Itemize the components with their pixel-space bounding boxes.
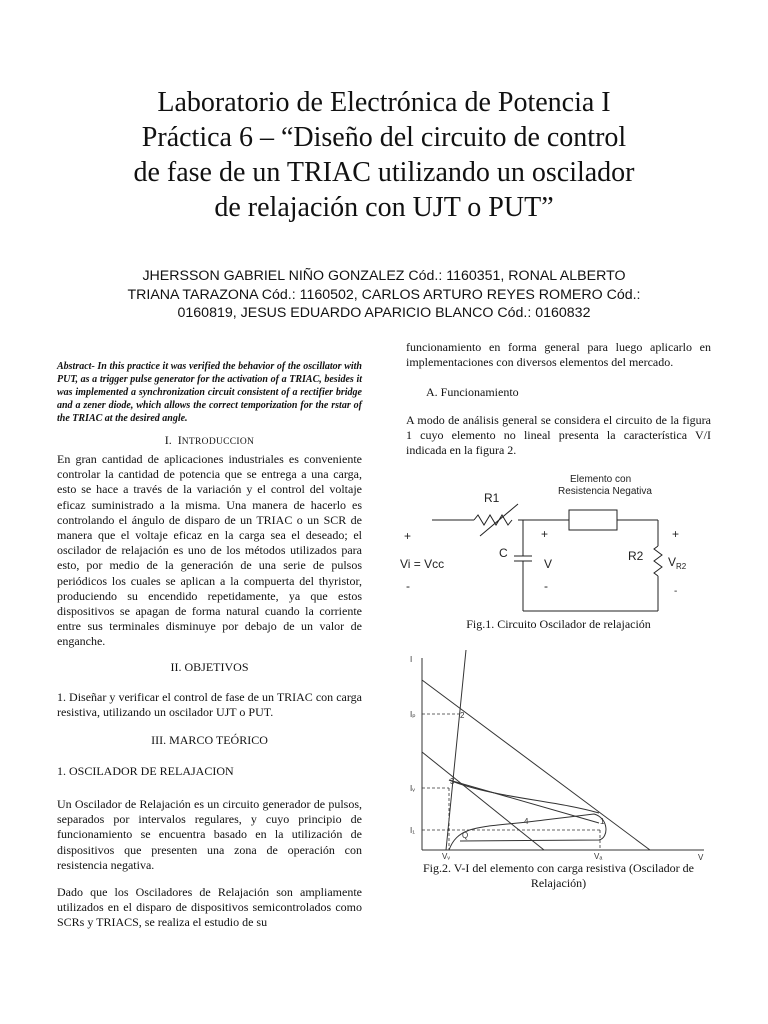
fig1-r1-variable-arrow [480,504,518,536]
objetivos-heading: II. OBJETIVOS [170,660,249,674]
fig2-label-i1: I₁ [410,826,415,835]
fig1-minus-cap: - [544,579,548,593]
fig1-caption: Fig.1. Circuito Oscilador de relajación [466,617,651,631]
fig2-label-ip: Iₚ [410,710,416,719]
fig2-label-va: Vₐ [594,852,603,860]
fig1-label-vr2-sub: R2 [676,562,687,571]
title-line-4: de relajación con UJT o PUT” [214,192,554,223]
fig2-caption-line-1: Fig.2. V-I del elemento con carga resistiva (Oscilador de [422,861,695,875]
title-line-3: de fase de un TRIAC utilizando un oscilador [133,157,635,188]
author-block [90,267,678,323]
fig1-label-vr2-main: V [668,555,677,569]
fig2-trajectory-curve [449,780,599,813]
fig1-label-v: V [544,557,553,571]
intro-paragraph: En gran cantidad de aplicaciones industriales es conveniente controlar la cantidad de potencia que se entrega a una carga, esto se hace a través de la variación y el control del voltaje eficaz suministrado a la misma. Una manera de hacerlo es controlando el ángulo de disparo de un TRIAC o un SCR de manera que el voltaje eficaz en la carga sea el deseado; el oscilador de relajación es uno de los métodos utilizados para esto, por medio de la generación de una serie de pulsos periódicos los cuales se aplican a la compuerta del thyristor, produciendo su encendido repetidamente, ya que estos dispositivos se apagan de forma natural cuando la corriente entre sus terminales disminuye por debajo de un valor de enganche. [57,452,362,649]
fig1-resistor-r2 [654,546,662,576]
fig2-point-1: 1 [600,817,605,826]
fig2-point-2: 2 [460,711,465,720]
fig1-minus-right: - [674,586,678,597]
right-continuation-paragraph: funcionamiento en forma general para luego aplicarlo en implementaciones con diversos elementos del mercado. [406,340,711,370]
funcionamiento-heading: A. Funcionamiento [426,385,519,399]
intro-heading-initial: I [177,433,182,447]
title-line-2: Práctica 6 – “Diseño del circuito de control [141,122,627,153]
fig2-point-4: 4 [524,817,529,826]
fig1-negative-resistance-element [569,510,617,530]
fig2-point-q: Q [462,831,469,840]
fig1-minus-left: - [406,579,410,593]
marco-paragraph-1: Un Oscilador de Relajación es un circuito generador de pulsos, separados por intervalos regulares, y cuyo principio de funcionamiento se encuentra basado en la utilización de dispositivos que presenten una zona de operación con resistencia negativa. [57,797,362,872]
authors-line-2: TRIANA TARAZONA Cód.: 1160502, CARLOS ARTURO REYES ROMERO Cód.: [127,286,641,303]
fig1-label-c: C [499,546,508,560]
title-line-1: Laboratorio de Electrónica de Potencia I [157,87,611,118]
fig2-label-v: V [698,853,704,860]
fig2-label-iv: Iᵥ [410,784,415,793]
fig1-element-label-2: Resistencia Negativa [558,486,652,497]
fig2-point-3: 3 [450,777,455,786]
authors-line-3: 0160819, JESUS EDUARDO APARICIO BLANCO Cód.: 0160832 [177,305,591,321]
objetivo-item-1: 1. Diseñar y verificar el control de fase de un TRIAC con carga resistiva, utilizando un oscilador UJT o PUT. [57,690,362,720]
fig2-load-line-2 [422,752,544,850]
funcionamiento-paragraph: A modo de análisis general se considera el circuito de la figura 1 cuyo elemento no lineal presenta la característica V/I indicada en la figura 2. [406,413,711,458]
fig1-plus-right: + [672,527,680,541]
marco-heading: III. MARCO TEÓRICO [151,733,268,747]
fig1-element-label-1: Elemento con [570,474,632,485]
fig1-label-r1: R1 [484,491,500,505]
fig1-label-r2: R2 [628,549,644,563]
fig1-circuit-diagram [396,468,721,616]
fig2-label-vv: Vᵥ [442,852,450,860]
abstract: Abstract- In this practice it was verified the behavior of the oscillator with PUT, as a trigger pulse generator for the activation of a TRIAC, besides it was implemented a synchronization circuit consistent of a rectifier bridge and a zener diode, which allows the correct temporization for the rstar of the TRIAC at the desired angle. [57,361,362,424]
paper-title [60,85,708,225]
intro-heading-number: I. [164,433,172,447]
fig1-plus-cap: + [541,527,549,541]
fig2-label-i: I [410,655,413,664]
intro-heading [57,433,362,450]
authors-line-1: JHERSSON GABRIEL NIÑO GONZALEZ Cód.: 1160351, RONAL ALBERTO [142,268,626,284]
fig1-label-vr2 [668,555,687,571]
fig1-label-vi: Vi = Vcc [400,557,445,571]
fig1-resistor-r1 [474,515,512,525]
marco-subheading: 1. OSCILADOR DE RELAJACION [57,764,234,778]
fig2-load-line-1 [422,680,650,850]
fig2-caption-line-2: Relajación) [530,876,587,890]
fig2-vi-graph [404,648,714,860]
marco-paragraph-2: Dado que los Osciladores de Relajación son ampliamente utilizados en el disparo de dispositivos semicontrolados como SCRs y TRIACS, se realiza el estudio de su [57,885,362,930]
intro-heading-rest: NTRODUCCION [181,437,255,447]
fig1-plus-left: + [404,529,412,543]
fig2-caption [406,861,711,891]
